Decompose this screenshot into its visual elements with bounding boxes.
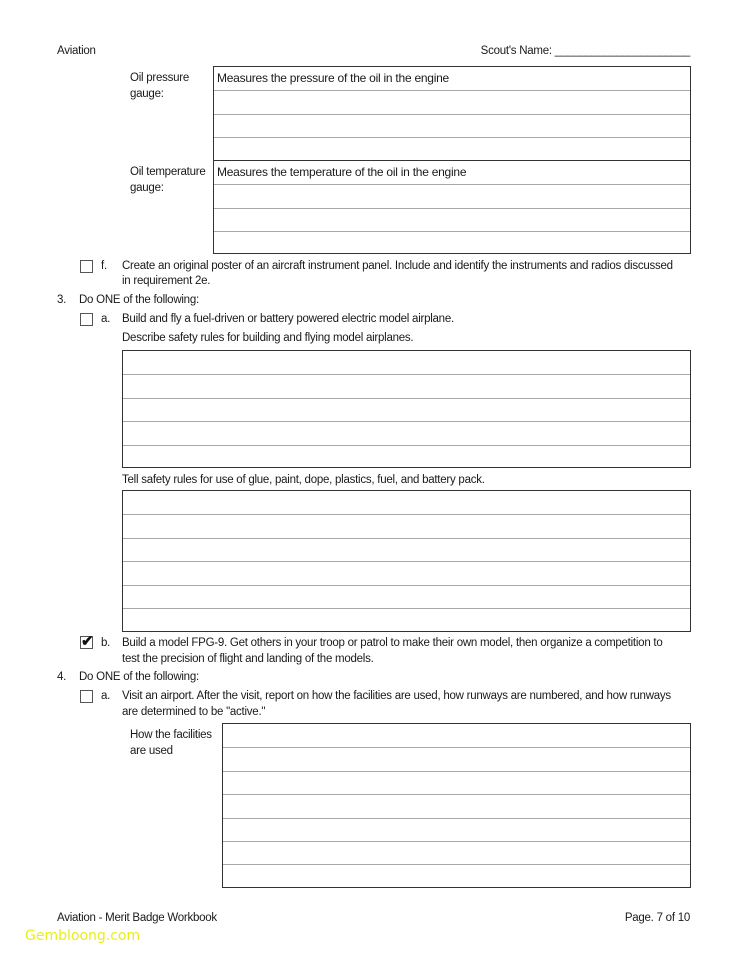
answer-line[interactable] (223, 771, 690, 772)
oil-temperature-answer-box[interactable] (213, 160, 691, 254)
req-3a-text: Build and fly a fuel-driven or battery powered electric model airplane. (122, 313, 454, 325)
oil-temperature-label-2: gauge: (130, 182, 164, 194)
answer-text: Measures the pressure of the oil in the engine (217, 71, 449, 85)
req-3a-letter: a. (101, 313, 111, 325)
answer-line[interactable] (123, 608, 690, 609)
req-4a-checkbox[interactable] (80, 690, 93, 703)
answer-line[interactable] (123, 374, 690, 375)
oil-pressure-answer-box[interactable] (213, 66, 691, 161)
req-2f-text-2: in requirement 2e. (122, 275, 211, 287)
req-4a-letter: a. (101, 690, 111, 702)
req-3b-text-2: test the precision of flight and landing of the models. (122, 653, 374, 665)
answer-line[interactable] (214, 137, 690, 138)
answer-line[interactable] (123, 561, 690, 562)
answer-line[interactable] (223, 841, 690, 842)
answer-line[interactable] (214, 208, 690, 209)
header-title: Aviation (57, 45, 96, 57)
answer-line[interactable] (123, 421, 690, 422)
answer-line[interactable] (214, 90, 690, 91)
oil-temperature-label: Oil temperature (130, 166, 206, 178)
answer-line[interactable] (223, 794, 690, 795)
facilities-label: How the facilities (130, 729, 212, 741)
answer-line[interactable] (123, 514, 690, 515)
req-2f-text: Create an original poster of an aircraft instrument panel. Include and identify the instruments and radios discussed (122, 260, 673, 272)
answer-line[interactable] (223, 747, 690, 748)
answer-line[interactable] (214, 184, 690, 185)
req-3a-checkbox[interactable] (80, 313, 93, 326)
answer-line[interactable] (123, 585, 690, 586)
watermark: Gembloong.com (25, 928, 141, 944)
scout-name-field[interactable]: Scout's Name: ______________________ (480, 45, 690, 57)
facilities-label-2: are used (130, 745, 173, 757)
answer-line[interactable] (214, 114, 690, 115)
page-number: Page. 7 of 10 (624, 912, 690, 924)
answer-text: Measures the temperature of the oil in the engine (217, 165, 467, 179)
req-3-number: 3. (57, 294, 67, 306)
req-4-text: Do ONE of the following: (79, 671, 199, 683)
safety-rules-answer-box[interactable] (122, 350, 691, 468)
answer-line[interactable] (223, 818, 690, 819)
facilities-answer-box[interactable] (222, 723, 691, 888)
materials-safety-answer-box[interactable] (122, 490, 691, 632)
req-3a-prompt-materials: Tell safety rules for use of glue, paint, dope, plastics, fuel, and battery pack. (122, 474, 485, 486)
answer-line[interactable] (214, 231, 690, 232)
answer-line[interactable] (123, 538, 690, 539)
oil-pressure-label: Oil pressure (130, 72, 189, 84)
req-3a-prompt-safety: Describe safety rules for building and flying model airplanes. (122, 332, 414, 344)
answer-line[interactable] (123, 398, 690, 399)
req-3b-checkbox[interactable] (80, 633, 94, 650)
req-4a-text: Visit an airport. After the visit, report on how the facilities are used, how runways are numbered, and how runways (122, 690, 671, 702)
checkmark-icon: ✔ (81, 633, 94, 650)
oil-pressure-label-2: gauge: (130, 88, 164, 100)
req-2f-checkbox[interactable] (80, 260, 93, 273)
req-3b-text: Build a model FPG-9. Get others in your troop or patrol to make their own model, then organize a competition to (122, 637, 663, 649)
req-2f-letter: f. (101, 260, 107, 272)
answer-line[interactable] (223, 864, 690, 865)
footer-title: Aviation - Merit Badge Workbook (57, 912, 217, 924)
req-4a-text-2: are determined to be "active." (122, 706, 266, 718)
answer-line[interactable] (123, 445, 690, 446)
req-3-text: Do ONE of the following: (79, 294, 199, 306)
req-4-number: 4. (57, 671, 67, 683)
req-3b-letter: b. (101, 637, 111, 649)
